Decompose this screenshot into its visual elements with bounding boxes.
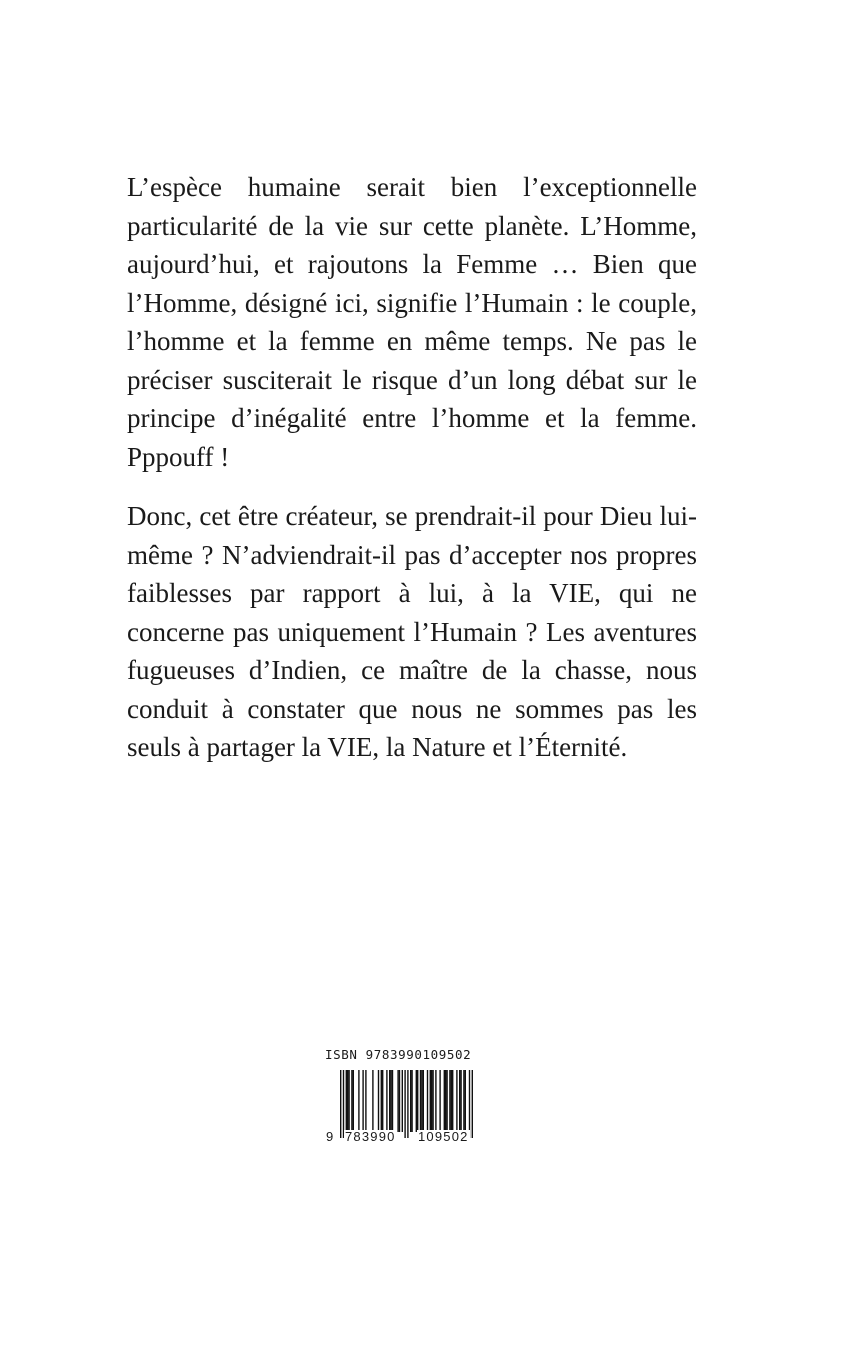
isbn-label: ISBN 9783990109502 xyxy=(325,1047,472,1062)
barcode-bar xyxy=(421,1070,422,1132)
barcode-bar xyxy=(449,1070,450,1132)
barcode-bar xyxy=(348,1070,349,1132)
barcode-bar xyxy=(410,1070,411,1132)
barcode-digits-right: 109502 xyxy=(418,1129,469,1144)
barcode-bar xyxy=(392,1070,393,1132)
barcode-bar xyxy=(452,1070,453,1132)
blurb-paragraph-2: Donc, cet être créateur, se prendrait-il pour Dieu lui-même ? N’adviendrait-il pas d’accepter nos propres faiblesses par rapport à lui, à la VIE, qui ne concerne pas uniquement l’Humain ? Les aventures fugueuses d’Indien, ce maître de la chasse, nous conduit à constater que nous ne sommes pas les seuls à partager la VIE, la Nature et l’Éternité. xyxy=(127,501,697,762)
barcode-bar xyxy=(340,1070,341,1138)
barcode-bar xyxy=(431,1070,432,1132)
barcode-bar xyxy=(465,1070,466,1132)
barcode-bar xyxy=(351,1070,352,1132)
barcode-bar xyxy=(420,1070,421,1132)
barcode-bar xyxy=(435,1070,436,1132)
barcode-bar xyxy=(430,1070,431,1132)
barcode-bar xyxy=(446,1070,447,1132)
barcode-bar xyxy=(444,1070,445,1132)
barcode-bar xyxy=(472,1070,473,1138)
barcode-bar xyxy=(416,1070,417,1132)
barcode-bar xyxy=(407,1070,408,1138)
barcode-bar xyxy=(397,1070,398,1132)
barcode-digits-left: 783990 xyxy=(345,1129,396,1144)
barcode-bar xyxy=(358,1070,359,1132)
barcode-bar xyxy=(346,1070,347,1132)
barcode-digit-lead: 9 xyxy=(326,1129,334,1144)
blurb-paragraph-1: L’espèce humaine serait bien l’exceptionnelle particularité de la vie sur cette planète. L’Homme, aujourd’hui, et rajoutons la Femme … Bien que l’Homme, désigné ici, signifie l’Humain : le couple, l’homme et la femme en même temps. Ne pas le préciser susciterait le risque d’un long débat sur le principe d’inégalité entre l’homme et la femme. Pppouff ! xyxy=(127,172,697,472)
barcode-bar xyxy=(389,1070,390,1132)
barcode-bar xyxy=(347,1070,348,1132)
barcode-bar xyxy=(353,1070,354,1132)
barcode-bar xyxy=(390,1070,391,1132)
barcode-bar xyxy=(402,1070,403,1132)
barcode-bar xyxy=(404,1070,405,1138)
barcode-bar xyxy=(417,1070,418,1132)
barcode-bar xyxy=(382,1070,383,1132)
barcode-bar xyxy=(459,1070,460,1132)
barcode-bar xyxy=(463,1070,464,1132)
barcode-bar xyxy=(456,1070,457,1132)
barcode-bar xyxy=(445,1070,446,1132)
barcode-bar xyxy=(432,1070,433,1132)
barcode-bar xyxy=(451,1070,452,1132)
isbn-barcode-block xyxy=(323,1046,483,1150)
back-cover-blurb xyxy=(127,168,697,767)
barcode-bar xyxy=(378,1070,379,1132)
barcode-bar xyxy=(362,1070,363,1132)
barcode-bar xyxy=(386,1070,387,1132)
barcode-bar xyxy=(381,1070,382,1132)
barcode xyxy=(323,1070,483,1150)
barcode-bar xyxy=(423,1070,424,1132)
barcode-bar xyxy=(365,1070,366,1132)
barcode-bar xyxy=(399,1070,400,1132)
barcode-bar xyxy=(411,1070,412,1132)
barcode-bar xyxy=(469,1070,470,1138)
barcode-bar xyxy=(372,1070,373,1132)
barcode-bar xyxy=(460,1070,461,1132)
barcode-bar xyxy=(343,1070,344,1138)
barcode-bar xyxy=(439,1070,440,1132)
barcode-bar xyxy=(427,1070,428,1132)
